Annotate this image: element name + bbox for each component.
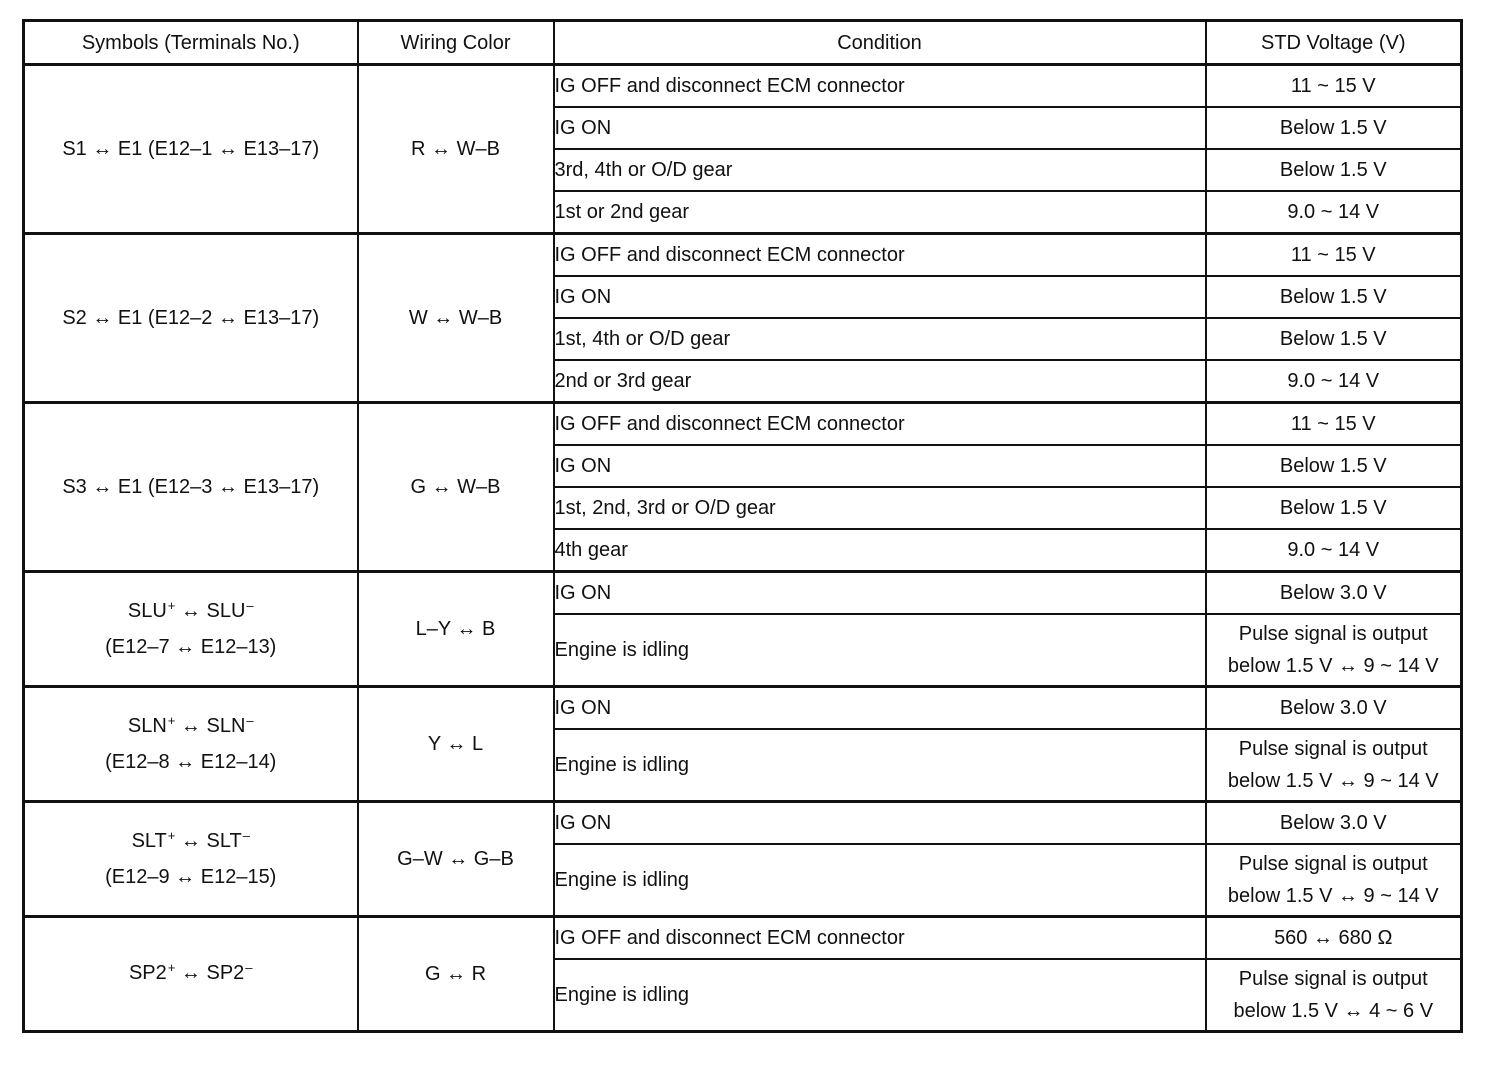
- symbol-cell-s1: S1 ↔ E1 (E12–1 ↔ E13–17): [24, 65, 358, 234]
- symbol-line: [25, 824, 357, 860]
- condition-cell: Engine is idling: [554, 614, 1206, 687]
- condition-cell: IG OFF and disconnect ECM connector: [554, 917, 1206, 960]
- symbol-cell-sln: [24, 687, 358, 802]
- voltage-cell: 9.0 ~ 14 V: [1206, 360, 1462, 403]
- voltage-cell: Below 3.0 V: [1206, 802, 1462, 845]
- condition-cell: 1st, 4th or O/D gear: [554, 318, 1206, 360]
- condition-cell: IG ON: [554, 276, 1206, 318]
- voltage-cell: Below 1.5 V: [1206, 149, 1462, 191]
- voltage-line: Pulse signal is output: [1238, 623, 1428, 645]
- plus-sign: +: [167, 960, 176, 975]
- table-row: [24, 802, 1462, 845]
- symbol-plus-terminal: SLU: [127, 600, 167, 622]
- terminal-voltage-table: [22, 19, 1463, 1033]
- voltage-cell: Below 1.5 V: [1206, 318, 1462, 360]
- voltage-cell: 11 ~ 15 V: [1206, 403, 1462, 446]
- voltage-cell: Below 1.5 V: [1206, 107, 1462, 149]
- bidirectional-arrow: ↔: [180, 715, 201, 737]
- voltage-line: below 1.5 V ↔ 4 ~ 6 V: [1233, 1000, 1434, 1022]
- symbol-cell-sp2: [24, 917, 358, 1032]
- minus-sign: –: [246, 598, 254, 613]
- voltage-cell: Below 1.5 V: [1206, 487, 1462, 529]
- voltage-cell: Below 1.5 V: [1206, 276, 1462, 318]
- symbol-cell-s3: S3 ↔ E1 (E12–3 ↔ E13–17): [24, 403, 358, 572]
- spec-table-container: [22, 19, 1463, 1033]
- condition-cell: IG OFF and disconnect ECM connector: [554, 403, 1206, 446]
- voltage-cell: 560 ↔ 680 Ω: [1206, 917, 1462, 960]
- symbol-line: [25, 709, 357, 745]
- voltage-line: below 1.5 V ↔ 9 ~ 14 V: [1227, 770, 1439, 792]
- condition-cell: 4th gear: [554, 529, 1206, 572]
- voltage-cell: Below 3.0 V: [1206, 687, 1462, 730]
- voltage-cell: 9.0 ~ 14 V: [1206, 529, 1462, 572]
- wiring-cell-slu: L–Y ↔ B: [358, 572, 554, 687]
- symbol-cell-s2: S2 ↔ E1 (E12–2 ↔ E13–17): [24, 234, 358, 403]
- header-row: [24, 21, 1462, 65]
- condition-cell: IG ON: [554, 572, 1206, 615]
- header-wiring-color: Wiring Color: [358, 21, 554, 65]
- plus-sign: +: [167, 598, 176, 613]
- voltage-cell: [1206, 729, 1462, 802]
- condition-cell: IG ON: [554, 445, 1206, 487]
- symbol-line: [25, 594, 357, 630]
- table-row: [24, 572, 1462, 615]
- condition-cell: 3rd, 4th or O/D gear: [554, 149, 1206, 191]
- header-symbols: Symbols (Terminals No.): [24, 21, 358, 65]
- voltage-cell: 11 ~ 15 V: [1206, 65, 1462, 108]
- symbol-plus-terminal: SP2: [128, 962, 167, 984]
- symbol-terminals: (E12–9 ↔ E12–15): [105, 866, 277, 888]
- voltage-cell: [1206, 844, 1462, 917]
- symbol-line: [25, 956, 357, 992]
- bidirectional-arrow: ↔: [180, 600, 201, 622]
- symbol-plus-terminal: SLT: [131, 830, 167, 852]
- voltage-cell: Below 1.5 V: [1206, 445, 1462, 487]
- voltage-line: Pulse signal is output: [1238, 853, 1428, 875]
- condition-cell: IG ON: [554, 687, 1206, 730]
- wiring-cell-sp2: G ↔ R: [358, 917, 554, 1032]
- minus-sign: –: [246, 713, 254, 728]
- voltage-cell: 11 ~ 15 V: [1206, 234, 1462, 277]
- symbol-minus-terminal: SP2: [206, 962, 245, 984]
- condition-cell: IG OFF and disconnect ECM connector: [554, 234, 1206, 277]
- condition-cell: 1st or 2nd gear: [554, 191, 1206, 234]
- voltage-cell: [1206, 614, 1462, 687]
- wiring-cell-slt: G–W ↔ G–B: [358, 802, 554, 917]
- symbol-cell-slt: [24, 802, 358, 917]
- symbol-terminals: (E12–7 ↔ E12–13): [105, 636, 277, 658]
- plus-sign: +: [167, 713, 176, 728]
- bidirectional-arrow: ↔: [180, 962, 201, 984]
- table-row: [24, 917, 1462, 960]
- voltage-line: Pulse signal is output: [1238, 738, 1428, 760]
- wiring-cell-s1: R ↔ W–B: [358, 65, 554, 234]
- table-row: [24, 687, 1462, 730]
- voltage-line: Pulse signal is output: [1238, 968, 1428, 990]
- condition-cell: IG OFF and disconnect ECM connector: [554, 65, 1206, 108]
- wiring-cell-s2: W ↔ W–B: [358, 234, 554, 403]
- wiring-cell-s3: G ↔ W–B: [358, 403, 554, 572]
- symbol-cell-slu: [24, 572, 358, 687]
- symbol-minus-terminal: SLN: [206, 715, 246, 737]
- condition-cell: Engine is idling: [554, 729, 1206, 802]
- bidirectional-arrow: ↔: [180, 830, 201, 852]
- voltage-cell: [1206, 959, 1462, 1032]
- symbol-plus-terminal: SLN: [127, 715, 167, 737]
- minus-sign: –: [242, 828, 250, 843]
- voltage-cell: 9.0 ~ 14 V: [1206, 191, 1462, 234]
- header-std-voltage: STD Voltage (V): [1206, 21, 1462, 65]
- table-row: [24, 65, 1462, 108]
- table-row: [24, 234, 1462, 277]
- plus-sign: +: [167, 828, 176, 843]
- condition-cell: 2nd or 3rd gear: [554, 360, 1206, 403]
- condition-cell: 1st, 2nd, 3rd or O/D gear: [554, 487, 1206, 529]
- table-row: [24, 403, 1462, 446]
- voltage-line: below 1.5 V ↔ 9 ~ 14 V: [1227, 655, 1439, 677]
- wiring-cell-sln: Y ↔ L: [358, 687, 554, 802]
- symbol-minus-terminal: SLU: [206, 600, 246, 622]
- header-condition: Condition: [554, 21, 1206, 65]
- condition-cell: IG ON: [554, 802, 1206, 845]
- condition-cell: Engine is idling: [554, 959, 1206, 1032]
- condition-cell: IG ON: [554, 107, 1206, 149]
- symbol-minus-terminal: SLT: [206, 830, 242, 852]
- minus-sign: –: [245, 960, 253, 975]
- symbol-terminals: (E12–8 ↔ E12–14): [105, 751, 277, 773]
- voltage-line: below 1.5 V ↔ 9 ~ 14 V: [1227, 885, 1439, 907]
- condition-cell: Engine is idling: [554, 844, 1206, 917]
- voltage-cell: Below 3.0 V: [1206, 572, 1462, 615]
